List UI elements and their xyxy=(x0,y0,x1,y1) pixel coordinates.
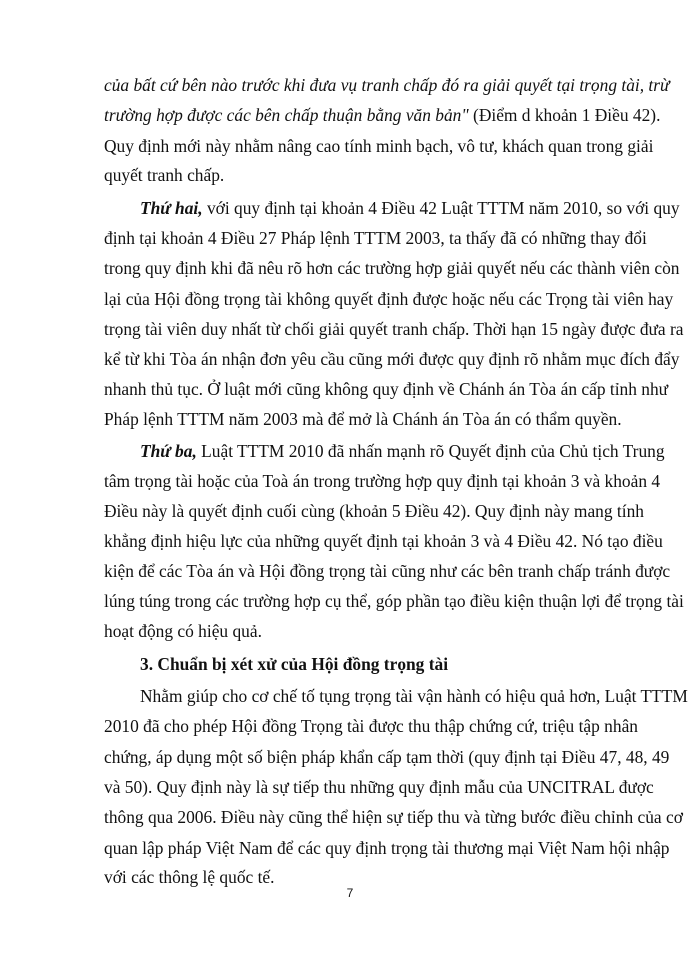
para3-line-6: lúng túng trong các trường hợp cụ thể, góp phần tạo điều kiện thuận lợi để trọng tài xyxy=(104,591,684,611)
para3-line-1-rest: Luật TTTM 2010 đã nhấn mạnh rõ Quyết định của Chủ tịch Trung xyxy=(196,441,665,461)
para2-line-7: nhanh thủ tục. Ở luật mới cũng không quy định về Chánh án Tòa án cấp tỉnh như xyxy=(104,379,669,399)
para1-line-3: Quy định mới này nhằm nâng cao tính minh bạch, vô tư, khách quan trong giải xyxy=(104,136,654,156)
page-number: 7 xyxy=(346,886,354,900)
para1-line-1: của bất cứ bên nào trước khi đưa vụ tranh chấp đó ra giải quyết tại trọng tài, trừ xyxy=(104,75,670,95)
para3-line-4: khẳng định hiệu lực của những quyết định tại khoản 3 và 4 Điều 42. Nó tạo điều xyxy=(104,531,663,551)
section-heading: 3. Chuẩn bị xét xử của Hội đồng trọng tài xyxy=(140,654,449,674)
para2-line-1-rest: với quy định tại khoản 4 Điều 42 Luật TTTM năm 2010, so với quy xyxy=(202,198,680,218)
para4-line-4: và 50). Quy định này là sự tiếp thu những quy định mẫu của UNCITRAL được xyxy=(104,777,654,797)
para2-line-3: trong quy định khi đã nêu rõ hơn các trường hợp giải quyết nếu các thành viên còn xyxy=(104,258,680,278)
para2-lead: Thứ hai, xyxy=(140,198,203,218)
para4-line-2: 2010 đã cho phép Hội đồng Trọng tài được thu thập chứng cứ, triệu tập nhân xyxy=(104,716,638,736)
para3-line-2: tâm trọng tài hoặc của Toà án trong trường hợp quy định tại khoản 3 và khoản 4 xyxy=(104,471,661,491)
para4-line-6: quan lập pháp Việt Nam để các quy định trọng tài thương mại Việt Nam hội nhập xyxy=(104,838,670,858)
para1-line-2 xyxy=(104,104,661,126)
para4-line-5: thông qua 2006. Điều này cũng thể hiện sự tiếp thu và từng bước điều chỉnh của cơ xyxy=(104,807,683,827)
para2-line-1 xyxy=(140,197,680,219)
para3-line-1 xyxy=(140,440,665,462)
para4-line-3: chứng, áp dụng một số biện pháp khẩn cấp tạm thời (quy định tại Điều 47, 48, 49 xyxy=(104,747,670,767)
para2-line-6: kể từ khi Tòa án nhận đơn yêu cầu cũng mới được quy định rõ nhằm mục đích đẩy xyxy=(104,349,680,369)
para2-line-5: trọng tài viên duy nhất từ chối giải quyết tranh chấp. Thời hạn 15 ngày được đưa ra xyxy=(104,319,684,339)
para3-line-5: kiện để các Tòa án và Hội đồng trọng tài cũng như các bên tranh chấp tránh được xyxy=(104,561,671,581)
para1-line-2-rest: (Điểm d khoản 1 Điều 42). xyxy=(468,105,661,125)
para4-line-1: Nhằm giúp cho cơ chế tố tụng trọng tài vận hành có hiệu quả hơn, Luật TTTM xyxy=(140,686,688,706)
para3-line-3: Điều này là quyết định cuối cùng (khoản 5 Điều 42). Quy định này mang tính xyxy=(104,501,644,521)
para4-line-7: với các thông lệ quốc tế. xyxy=(104,867,275,887)
para2-line-2: định tại khoản 4 Điều 27 Pháp lệnh TTTM 2003, ta thấy đã có những thay đổi xyxy=(104,228,647,248)
para2-line-8: Pháp lệnh TTTM năm 2003 mà để mở là Chánh án Tòa án có thẩm quyền. xyxy=(104,409,622,429)
para3-lead: Thứ ba, xyxy=(140,441,197,461)
para1-line-4: quyết tranh chấp. xyxy=(104,165,225,185)
para2-line-4: lại của Hội đồng trọng tài không quyết định được hoặc nếu các Trọng tài viên hay xyxy=(104,289,674,309)
para3-line-7: hoạt động có hiệu quả. xyxy=(104,621,262,641)
para1-line-2-italic: trường hợp được các bên chấp thuận bằng văn bản" xyxy=(104,105,469,125)
